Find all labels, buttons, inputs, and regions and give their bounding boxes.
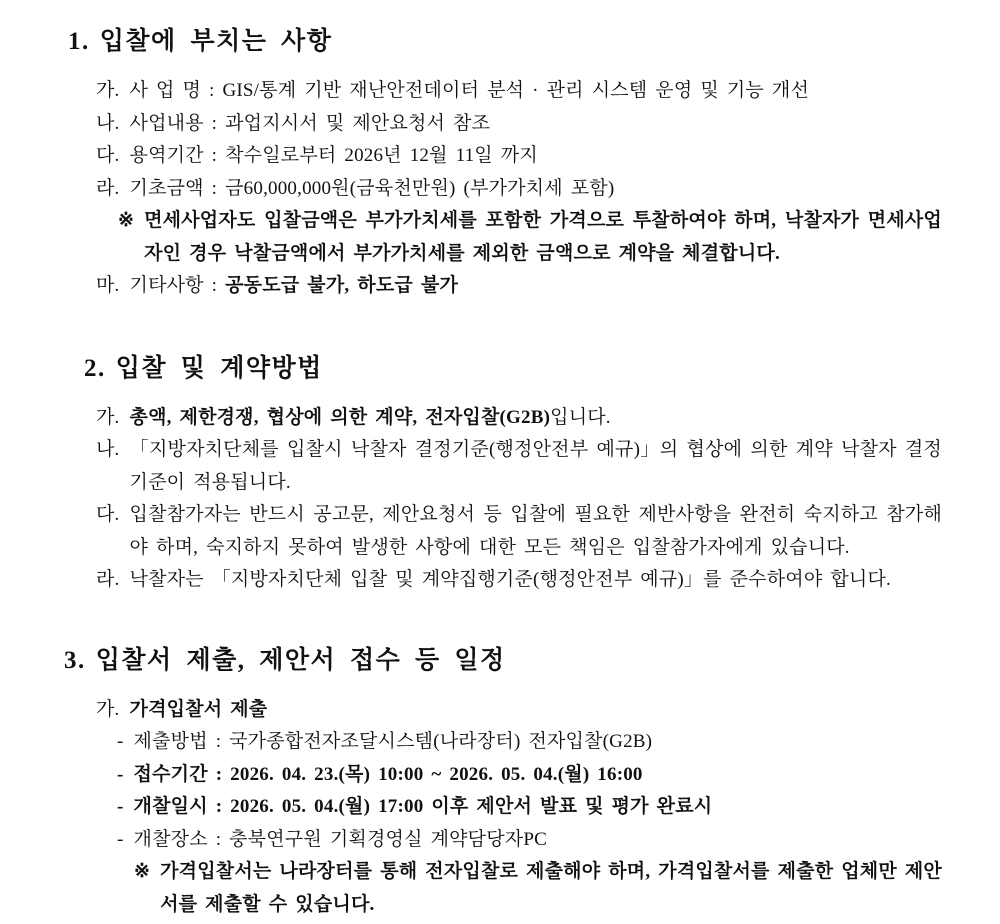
item-text (130, 694, 942, 727)
item-text (130, 75, 942, 108)
item-marker: 라. (96, 569, 120, 590)
dash-item (117, 791, 942, 824)
note-item (118, 205, 942, 270)
dash-item (117, 759, 942, 792)
item-marker: 다. (96, 504, 120, 525)
list-item (96, 434, 942, 499)
item-text-segment: 개찰장소 : 충북연구원 기획경영실 계약담당자PC (133, 828, 547, 850)
dash-marker: - (117, 796, 124, 817)
list-item (96, 270, 942, 303)
item-text (130, 108, 942, 141)
item-marker: 나. (96, 439, 120, 460)
section-bid-matters (64, 24, 942, 303)
dash-marker: - (117, 731, 124, 752)
item-marker: 나. (96, 112, 120, 134)
item-text-segment-bold: 접수기간 : 2026. 04. 23.(목) 10:00 ~ 2026. 05. 04.(월) 16:00 (133, 763, 643, 785)
item-text-segment-bold: 개찰일시 : 2026. 05. 04.(월) 17:00 이후 제안서 발표 및 평가 완료시 (133, 796, 713, 817)
section-number: 3. (64, 646, 86, 674)
list-item (96, 694, 942, 727)
section-title: 입찰서 제출, 제안서 접수 등 일정 (95, 646, 506, 674)
item-text (134, 791, 942, 824)
item-marker: 마. (96, 275, 120, 296)
section-title: 입찰 및 계약방법 (115, 354, 323, 382)
list-item (96, 173, 942, 206)
item-text-segment: 입찰참가자는 반드시 공고문, 제안요청서 등 입찰에 필요한 제반사항을 완전히 숙지하고 참가해야 하며, 숙지하지 못하여 발생한 사항에 대한 모든 책임은 입찰참가자에게 있습니다. (129, 504, 942, 558)
item-text (130, 270, 942, 303)
note-item (134, 856, 942, 921)
list-item (96, 75, 942, 108)
item-text-segment: 사 업 명 : GIS/통계 기반 재난안전데이터 분석 · 관리 시스템 운영 및 기능 개선 (129, 80, 810, 101)
list-item (96, 108, 942, 141)
item-text (130, 499, 942, 564)
section-schedule (64, 643, 942, 922)
item-text-segment-bold: 공동도급 불가, 하도급 불가 (225, 275, 459, 296)
note-text-segment: 가격입찰서는 나라장터를 통해 전자입찰로 제출해야 하며, 가격입찰서를 제출한 업체만 제안서를 제출할 수 있습니다. (160, 861, 942, 915)
item-text-segment: 용역기간 : 착수일로부터 2026년 12월 11일 까지 (129, 145, 538, 166)
item-text-segment-bold: 총액, 제한경쟁, 협상에 의한 계약, 전자입찰(G2B) (129, 406, 551, 428)
dash-item (117, 726, 942, 759)
section-bid-contract-method (64, 351, 942, 597)
item-text (130, 173, 942, 206)
section-number: 2. (84, 354, 106, 382)
item-marker: 가. (96, 80, 120, 101)
item-text (134, 824, 942, 857)
list-item (96, 140, 942, 173)
list-item (96, 564, 942, 597)
item-text-segment-bold: 가격입찰서 제출 (129, 698, 268, 720)
item-marker: 라. (96, 177, 120, 199)
item-text-segment: 「지방자치단체를 입찰시 낙찰자 결정기준(행정안전부 예규)」의 협상에 의한 계약 낙찰자 결정기준이 적용됩니다. (129, 439, 942, 493)
dash-marker: - (117, 763, 124, 785)
item-text-segment: 사업내용 : 과업지시서 및 제안요청서 참조 (129, 112, 491, 134)
section-heading (68, 24, 942, 60)
item-marker: 가. (96, 406, 120, 428)
note-marker: ※ (134, 861, 151, 882)
list-item (96, 499, 942, 564)
item-text-segment: 기초금액 : 금60,000,000원(금육천만원) (부가가치세 포함) (129, 177, 615, 199)
item-text (134, 759, 942, 792)
dash-item (117, 824, 942, 857)
item-text (130, 140, 942, 173)
note-text-segment: 면세사업자도 입찰금액은 부가가치세를 포함한 가격으로 투찰하여야 하며, 낙찰자가 면세사업자인 경우 낙찰금액에서 부가가치세를 제외한 금액으로 계약을 체결합니다. (144, 210, 942, 264)
section-title: 입찰에 부치는 사항 (99, 28, 333, 55)
item-marker: 가. (96, 698, 120, 720)
item-text-segment: 입니다. (550, 406, 611, 428)
list-item (96, 402, 942, 435)
item-text-segment: 낙찰자는 「지방자치단체 입찰 및 계약집행기준(행정안전부 예규)」를 준수하여야 합니다. (129, 569, 891, 590)
section-number: 1. (68, 28, 90, 55)
section-heading (64, 643, 942, 679)
item-text-segment: 제출방법 : 국가종합전자조달시스템(나라장터) 전자입찰(G2B) (133, 731, 653, 752)
note-text (160, 856, 942, 921)
item-text (134, 726, 942, 759)
item-text-segment: 기타사항 : (129, 275, 226, 296)
section-heading (84, 351, 942, 387)
note-marker: ※ (118, 210, 135, 231)
note-text (144, 205, 942, 270)
item-text (130, 402, 942, 435)
dash-marker: - (117, 828, 124, 850)
item-text (130, 434, 942, 499)
item-marker: 다. (96, 145, 120, 166)
item-text (130, 564, 942, 597)
